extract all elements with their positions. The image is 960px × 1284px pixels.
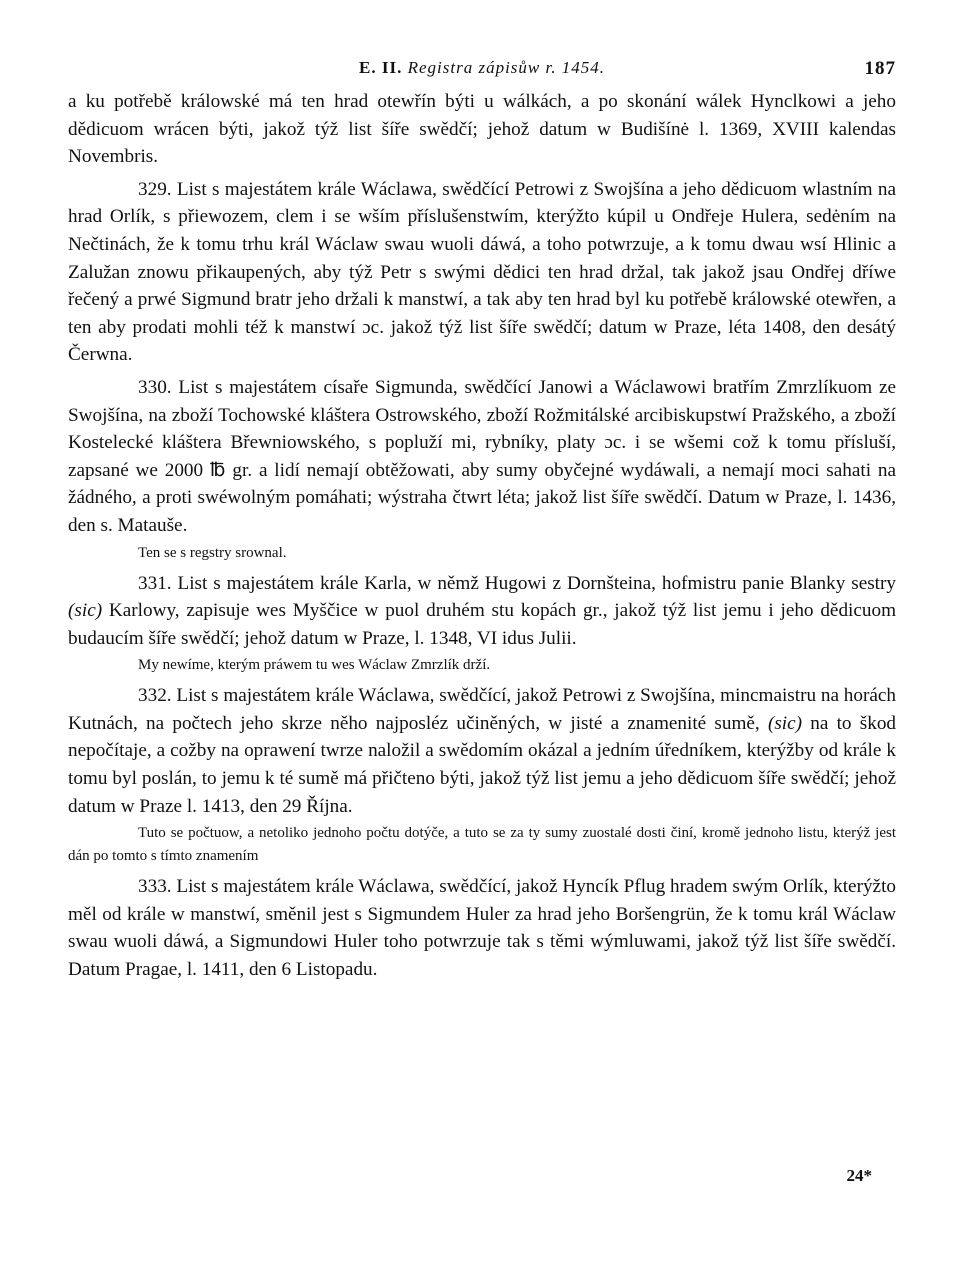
note-after-330: Ten se s regstry srownal. bbox=[138, 544, 287, 561]
entry-329: 329. List s majestátem krále Wáclawa, swědčící Petrowi z Swojšína a jeho dědicuom wlastním na hrad Orlík, s přiewozem, clem i se wším příslušenstwím, kterýžto kúpil u Ondřeje Hulera, sedėním na Nečtinách, že k tomu trhu král Wáclaw swau wuoli dáwá, a toho potwrzuje, a k tomu dwau wsí Hlinic a Zalužan znowu přikaupených, aby týž Petr s swými dědici ten hrad držal, tak jakož jsau Ondřej dříwe řečený a prwé Sigmund bratr jeho držali k manstwí, a tak aby ten hrad byl ku potřebě králowské otewřen, a ten aby prodati mohli též k manstwí ɔc. jakož týž list šíře swědčí; datum w Praze, léta 1408, den desátý Čerwna. bbox=[68, 178, 896, 366]
page-number: 187 bbox=[864, 58, 896, 79]
entry-331-head: 331. List s majestátem krále Karla, w němž Hugowi z Dornšteina, hofmistru panie Blanky sestry bbox=[138, 572, 896, 594]
note-after-331: My newíme, kterým práwem tu wes Wáclaw Zmrzlík drží. bbox=[138, 657, 491, 674]
signature-mark: 24* bbox=[846, 1166, 872, 1185]
entry-331-tail: Karlowy, zapisuje wes Myščice w puol druhém stu kopách gr., jakož týž list jemu i jeho dědicuom budaucím šíře swědčí; jehož datum w Praze, l. 1348, VI idus Julii. bbox=[68, 600, 897, 649]
header-title-line bbox=[68, 58, 896, 78]
note-after-332: Tuto se počtuow, a netoliko jednoho počtu dotýče, a tuto se za ty sumy zuostalé dosti činí, kromě jednoho listu, kterýž jest dán po tomto s tímto znamením bbox=[68, 825, 896, 865]
document-page bbox=[68, 58, 896, 984]
entry-333: 333. List s majestátem krále Wáclawa, swědčící, jakož Hyncík Pflug hradem swým Orlík, kterýžto měl od krále w manstwí, směnil jest s Sigmundem Huler za hrad jeho Boršengrün, že k tomu král Wáclaw swau wuoli dáwá, a Sigmundowi Huler toho potwrzuje tak s těmi wýmluwami, jakož týž list šíře swědčí. Datum Pragae, l. 1411, den 6 Listopadu. bbox=[68, 876, 896, 981]
sic-mark-331: (sic) bbox=[68, 600, 103, 622]
entry-330: 330. List s majestátem císaře Sigmunda, swědčící Janowi a Wáclawowi bratřím Zmrzlíkuom ze Swojšína, na zboží Tochowské kláštera Ostrowského, zboží Rožmitálské arcibiskupstwí Pražského, a zboží Kostelecké kláštera Břewniowského, s popluží mi, rybníky, platy ɔc. i se wšemi což k tomu přísluší, zapsané we 2000 ℔ gr. a lidí nemají obtěžowati, aby sumy obyčejné wydáwali, a nemají moci sahati na žádného, a proti swéwolným pomáhati; wýstraha čtwrt léta; jakož list šíře swědčí. Datum w Praze, l. 1436, den s. Matauše. bbox=[68, 376, 896, 536]
header-title: Registra zápisůw r. 1454. bbox=[407, 58, 605, 77]
paragraph-continuation: a ku potřebě králowské má ten hrad otewřín býti u wálkách, a po skonání wálek Hynclkowi a jeho dědicuom wrácen býti, jakož týž list šíře swědčí; jehož datum w Budišínė l. 1369, XVIII kalendas Novembris. bbox=[68, 91, 896, 168]
header-section: E. II. bbox=[359, 58, 403, 77]
entry-332-tail: na to škod nepočítaje, a cožby na oprawení twrze naložil a swědomím okázal a jedním úředníkem, kterýžby od krále k tomu byl poslán, to jemu k té sumě má přičteno býti, jakož týž list jemu a jeho dědicuom šíře swědčí; jehož datum w Praze l. 1413, den 29 Října. bbox=[68, 712, 897, 817]
entry-331 bbox=[68, 570, 896, 653]
running-head bbox=[68, 58, 896, 88]
sic-mark-332: (sic) bbox=[767, 712, 803, 734]
entry-332 bbox=[68, 682, 896, 820]
entry-332-head: 332. List s majestátem krále Wáclawa, swědčící, jakož Petrowi z Swojšína, mincmaistru na horách Kutnách, na počtech jeho skrze něho najposléz učiněných, w jisté a znamenité sumě, bbox=[68, 685, 896, 734]
